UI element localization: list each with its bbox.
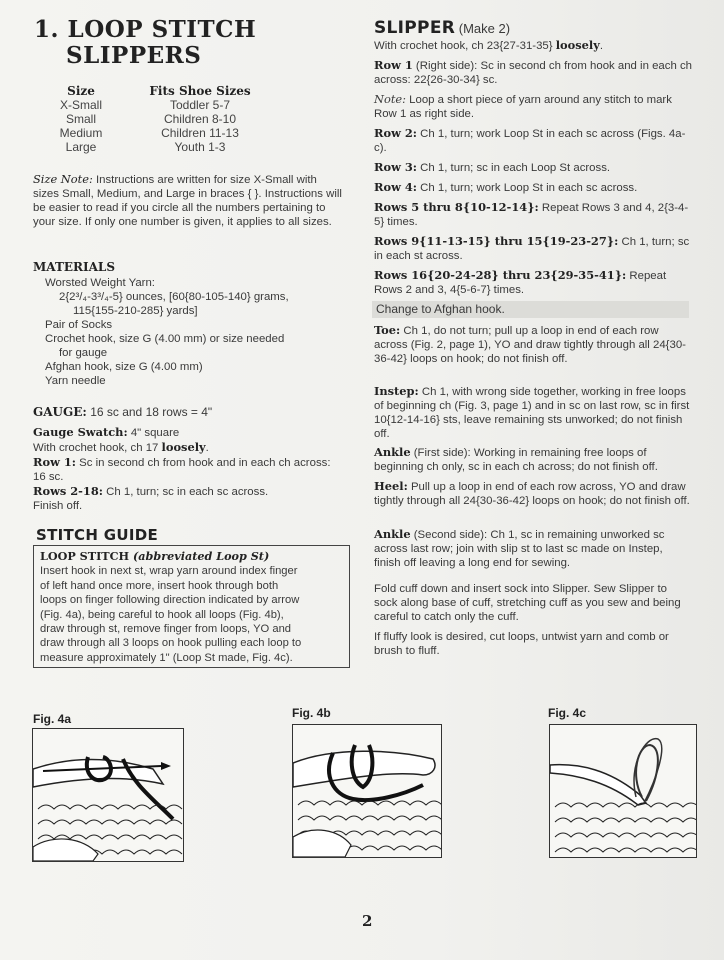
rows5-label: Rows 5 thru 8{10-12-14}: xyxy=(374,200,539,214)
rows9-15 xyxy=(374,234,692,263)
fits-item: Children 11-13 xyxy=(161,126,239,140)
swatch-rows-text: Ch 1, turn; sc in each sc across. xyxy=(102,486,269,498)
row4-label: Row 4: xyxy=(374,180,417,194)
swatch-line2b: loosely xyxy=(161,440,206,454)
fluffy-instructions: If fluffy look is desired, cut loops, untwist yarn and comb or brush to fluff. xyxy=(374,631,669,657)
swatch-label: Gauge Swatch: xyxy=(33,425,128,439)
loop-stitch-box xyxy=(33,545,350,668)
materials-item: 2{2³/₄-3³/₄-5} ounces, [60{80-105-140} grams, xyxy=(59,291,289,303)
instep xyxy=(374,384,692,441)
row3-text: Ch 1, turn; sc in each Loop St across. xyxy=(416,162,611,174)
swatch-text: 4" square xyxy=(127,427,180,439)
heel xyxy=(374,479,692,508)
swatch-row1-text: Sc in second ch from hook and in each ch across: 16 sc. xyxy=(33,457,331,483)
row3 xyxy=(374,160,692,175)
fits-item: Toddler 5-7 xyxy=(169,98,231,112)
page-title-line2: SLIPPERS xyxy=(66,42,202,69)
materials-item: Afghan hook, size G (4.00 mm) xyxy=(45,361,203,373)
materials-item: Crochet hook, size G (4.00 mm) or size needed xyxy=(45,333,285,345)
size-note-text: Instructions are written for size X-Small with sizes Small, Medium, and Large in braces { }. Instructions will be easier to read if you circle all the numbers pertaining to your size. If only one number is given, it applies to all sizes. xyxy=(33,174,342,228)
row4-text: Ch 1, turn; work Loop St in each sc across. xyxy=(416,182,638,194)
fig-4a-illustration xyxy=(32,728,184,862)
row2 xyxy=(374,126,692,155)
fig-4c-label: Fig. 4c xyxy=(548,706,587,720)
size-column xyxy=(36,84,126,154)
materials-header: MATERIALS xyxy=(33,260,116,274)
slipper-make: (Make 2) xyxy=(455,21,511,36)
fig-4c-illustration xyxy=(549,724,697,858)
ankle1-text: (First side): Working in remaining free loops of beginning ch only, sc in each ch across; do not finish off. xyxy=(374,447,658,473)
heel-text: Pull up a loop in end of each row across, YO and draw tightly through all 24{30-36-42} loops on hook; do not finish off. xyxy=(374,481,690,507)
ankle1-label: Ankle xyxy=(374,445,411,459)
ankle2-text: (Second side): Ch 1, sc in remaining unworked sc across last row; join with slip st to last sc made on Instep, finish off leaving a long end for sewing. xyxy=(374,529,665,569)
row3-label: Row 3: xyxy=(374,160,417,174)
note xyxy=(374,92,692,121)
rows16-text: Repeat Rows 2 and 3, 4{5-6-7} times. xyxy=(374,270,667,296)
page-title-line1: 1. LOOP STITCH xyxy=(34,16,257,43)
swatch-finish: Finish off. xyxy=(33,500,83,512)
size-header: Size xyxy=(67,84,95,98)
materials-item: for gauge xyxy=(59,347,108,359)
materials-list xyxy=(45,276,345,388)
slipper-intro-b: loosely xyxy=(555,38,600,52)
row1-label: Row 1 xyxy=(374,58,413,72)
materials-item: Yarn needle xyxy=(45,375,106,387)
swatch-rows-label: Rows 2-18: xyxy=(33,484,103,498)
loop-stitch-abbr: (abbreviated Loop St) xyxy=(129,549,270,563)
toe xyxy=(374,323,692,366)
gauge-label: GAUGE: xyxy=(33,405,87,419)
slipper-intro: With crochet hook, ch 23{27-31-35} loosely. xyxy=(374,38,604,52)
loop-stitch-line: draw through st, remove finger from loops, YO and xyxy=(40,623,292,636)
row2-label: Row 2: xyxy=(374,126,417,140)
fig-4b-label: Fig. 4b xyxy=(292,706,331,720)
rows16-label: Rows 16{20-24-28} thru 23{29-35-41}: xyxy=(374,268,627,282)
ankle2-label: Ankle xyxy=(374,527,411,541)
size-note xyxy=(33,172,343,229)
rows16-23 xyxy=(374,268,692,297)
rows5-text: Repeat Rows 3 and 4, 2{3-4-5} times. xyxy=(374,202,689,228)
heel-label: Heel: xyxy=(374,479,408,493)
toe-text: Ch 1, do not turn; pull up a loop in end of each row across (Fig. 2, page 1), YO and draw tightly through all 24{30-36-42} loops on hook; do not finish off. xyxy=(374,325,686,365)
size-note-label: Size Note: xyxy=(33,172,93,186)
slipper-header-line xyxy=(374,18,510,38)
loop-stitch-made-icon xyxy=(550,725,696,857)
swatch-row1-label: Row 1: xyxy=(33,455,76,469)
materials-item: Pair of Socks xyxy=(45,319,113,331)
fig-4b-illustration xyxy=(292,724,442,858)
gauge-text: 16 sc and 18 rows = 4" xyxy=(86,405,213,419)
afghan-hook-bar: Change to Afghan hook. xyxy=(372,301,689,318)
instep-label: Instep: xyxy=(374,384,419,398)
instep-text: Ch 1, with wrong side together, working in free loops of beginning ch (Fig. 3, page 1) and in sc on last row, sc in first 10{12-14-16} sts, leave remaining sts unworked; do not finish off. xyxy=(374,386,690,440)
slipper-intro-a: With crochet hook, ch 23{27-31-35} xyxy=(374,40,556,52)
size-item: Medium xyxy=(59,126,103,140)
gauge-swatch: Gauge Swatch: 4" square With crochet hook, ch 17 loosely. Row 1: Sc in second ch from hook and in each ch across: 16 sc. Rows 2-18: Ch 1, turn; sc in each sc across. Finish off. xyxy=(33,425,343,513)
fits-item: Children 8-10 xyxy=(163,112,237,126)
fig-4a-label: Fig. 4a xyxy=(33,712,72,726)
rows9-text: Ch 1, turn; sc in each st across. xyxy=(374,236,690,262)
loop-stitch-line: measure approximately 1" (Loop St made, Fig. 4c). xyxy=(40,651,293,664)
fits-header: Fits Shoe Sizes xyxy=(149,84,251,98)
rows5-8 xyxy=(374,200,692,229)
loop-stitch-label: LOOP STITCH xyxy=(40,549,130,563)
fits-column xyxy=(140,84,260,154)
fits-item: Youth 1-3 xyxy=(174,140,226,154)
fold-instructions: Fold cuff down and insert sock into Slipper. Sew Slipper to sock along base of cuff, stretching cuff as you sew and being careful to catch only the cuff. xyxy=(374,583,681,623)
materials-item: 115{155-210-285} yards] xyxy=(73,305,198,317)
ankle-second xyxy=(374,527,692,570)
materials-item: Worsted Weight Yarn: xyxy=(45,277,155,289)
row1-text: (Right side): Sc in second ch from hook and in each ch across: 22{26-30-34} sc. xyxy=(374,60,692,86)
size-item: X-Small xyxy=(59,98,102,112)
row1 xyxy=(374,58,692,87)
swatch-line2a: With crochet hook, ch 17 xyxy=(33,442,162,454)
rows9-label: Rows 9{11-13-15} thru 15{19-23-27}: xyxy=(374,234,619,248)
finger-loops-icon xyxy=(293,725,441,857)
loop-stitch-line: of left hand once more, insert hook through both xyxy=(40,579,279,592)
note-label: Note: xyxy=(374,92,406,106)
page-number: 2 xyxy=(362,912,373,930)
size-item: Small xyxy=(65,112,96,126)
slipper-header: SLIPPER xyxy=(374,18,456,38)
loop-stitch-line: draw through all 3 loops on hook pulling each loop to xyxy=(40,637,302,650)
toe-label: Toe: xyxy=(374,323,401,337)
note-text: Loop a short piece of yarn around any stitch to mark Row 1 as right side. xyxy=(374,94,672,120)
row4 xyxy=(374,180,692,195)
gauge-line xyxy=(33,405,343,419)
row2-text: Ch 1, turn; work Loop St in each sc across (Figs. 4a-c). xyxy=(374,128,686,154)
loop-stitch-line: loops on finger following direction indicated by arrow xyxy=(40,594,300,607)
size-item: Large xyxy=(65,140,97,154)
stitch-guide-header: STITCH GUIDE xyxy=(36,526,159,544)
hand-hook-arrow-icon xyxy=(33,729,183,861)
ankle-first xyxy=(374,445,692,474)
loop-stitch-line: (Fig. 4a), being careful to hook all loops (Fig. 4b), xyxy=(40,608,284,621)
loop-stitch-line: Insert hook in next st, wrap yarn around index finger xyxy=(40,565,298,578)
